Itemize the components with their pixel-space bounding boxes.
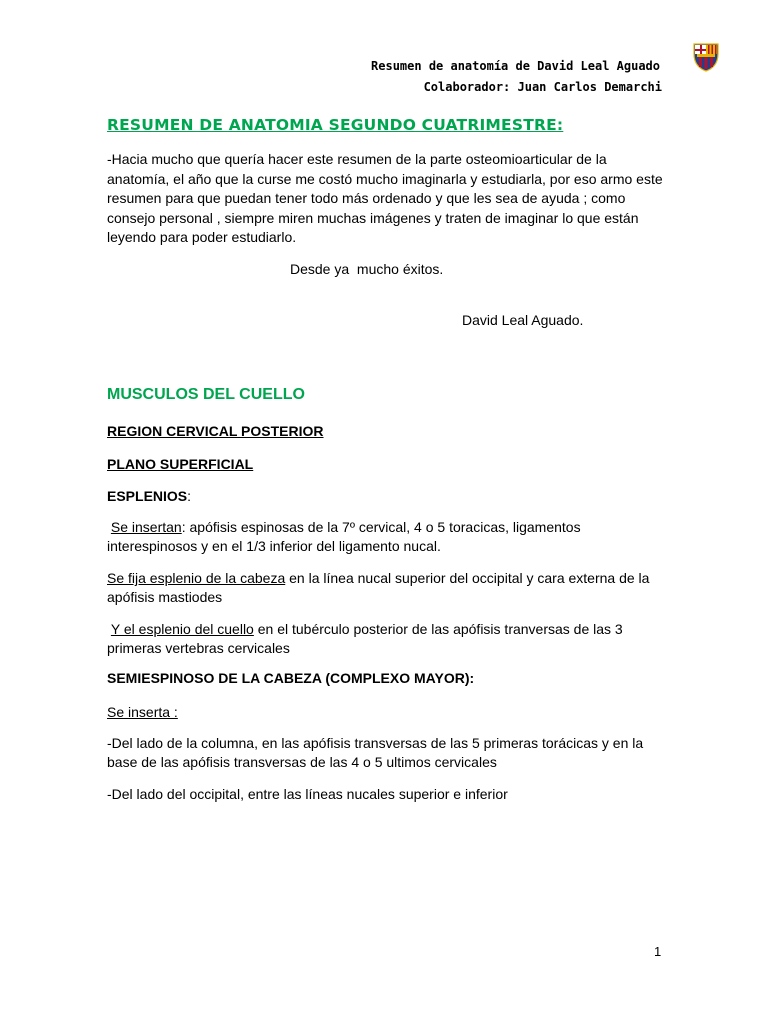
esplenio-cuello-text: en el tubérculo posterior de las apófisis tranversas de las 3 primeras vertebras cervicales: [107, 621, 623, 656]
semiespinoso-column-paragraph: -Del lado de la columna, en las apófisis transversas de las 5 primeras torácicas y en la base de las apófisis transversas de las 4 o 5 ultimos cervicales: [107, 735, 644, 770]
region-heading: REGION CERVICAL POSTERIOR: [107, 423, 324, 439]
esplenios-heading: [107, 488, 191, 504]
section-title-musculos-cuello: MUSCULOS DEL CUELLO: [107, 386, 305, 403]
esplenio-cabeza-text: en la línea nucal superior del occipital y cara externa de la apófisis mastiodes: [107, 570, 650, 605]
esplenios-heading-text: ESPLENIOS: [107, 488, 188, 504]
esplenios-heading-colon: :: [187, 488, 192, 504]
page-number: 1: [654, 944, 662, 959]
good-wishes-line: Desde ya mucho éxitos.: [290, 261, 444, 277]
esplenios-insertion-text: : apófisis espinosas de la 7º cervical, 4 o 5 toracicas, ligamentos interespinosos y en el 1/3 inferior del ligamento nucal.: [107, 519, 581, 554]
semiespinoso-occipital-paragraph: -Del lado del occipital, entre las líneas nucales superior e inferior: [107, 786, 508, 802]
semiespinoso-heading: SEMIESPINOSO DE LA CABEZA (COMPLEXO MAYOR):: [107, 670, 475, 686]
esplenio-cuello-paragraph: [107, 620, 667, 658]
plane-heading: PLANO SUPERFICIAL: [107, 456, 254, 472]
header-line-2: Colaborador: Juan Carlos Demarchi: [423, 80, 662, 94]
esplenios-insertion-paragraph: [107, 518, 667, 556]
page-header: [371, 56, 660, 98]
se-insertan-label: Se insertan: [110, 519, 182, 535]
fc-barcelona-crest-icon: [692, 42, 720, 72]
document-title: RESUMEN DE ANATOMIA SEGUNDO CUATRIMESTRE:: [107, 116, 564, 134]
author-signature: David Leal Aguado.: [462, 312, 584, 328]
esplenio-cabeza-paragraph: [107, 569, 667, 607]
intro-paragraph: -Hacia mucho que quería hacer este resumen de la parte osteomioarticular de la anatomía, el año que la curse me costó mucho imaginarla y estudiarla, por eso armo este resumen para que puedan tener todo más ordenado y que les sea de ayuda ; como consejo personal , siempre miren muchas imágenes y traten de imaginar lo que están leyendo para poder estudiarlo.: [107, 151, 663, 245]
esplenio-cabeza-label: Se fija esplenio de la cabeza: [107, 570, 286, 586]
header-line-1: Resumen de anatomía de David Leal Aguado: [371, 59, 660, 73]
se-inserta-label: Se inserta :: [107, 704, 178, 720]
esplenio-cuello-label: Y el esplenio del cuello: [110, 621, 254, 637]
